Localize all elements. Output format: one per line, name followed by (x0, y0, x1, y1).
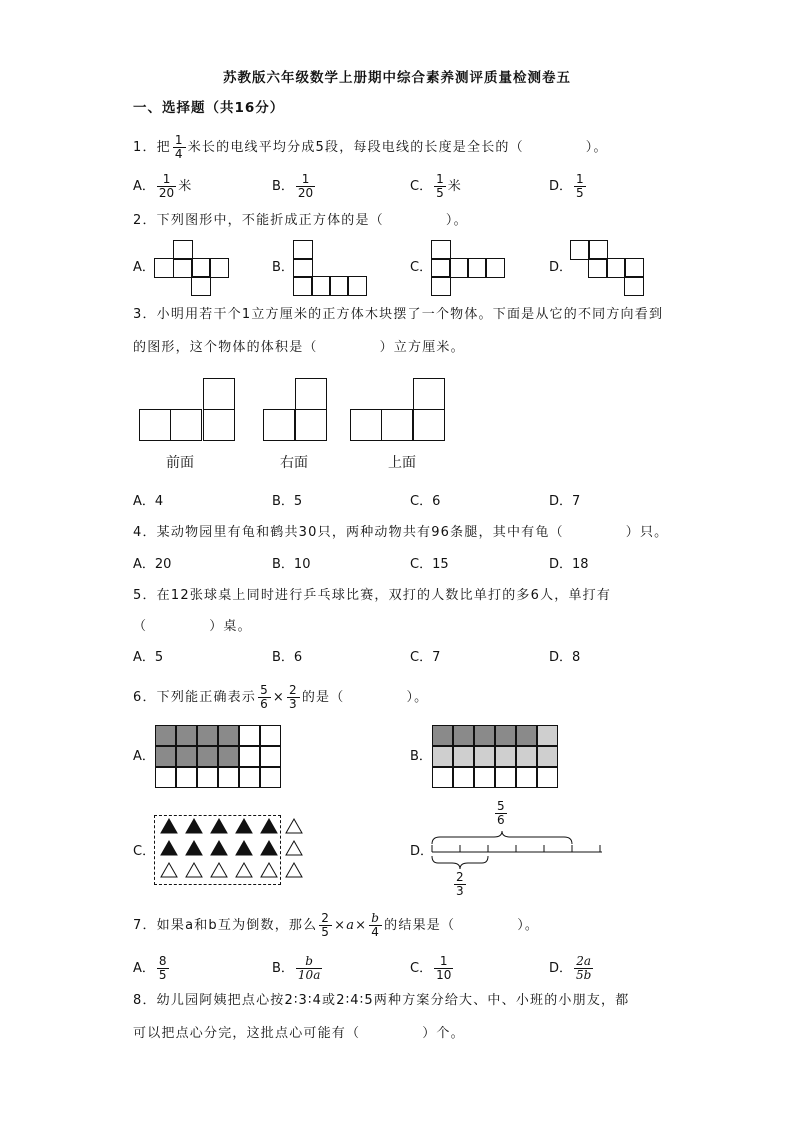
grid-a-cell (260, 725, 281, 746)
empty-triangle (286, 863, 302, 877)
filled-triangle (186, 819, 202, 833)
q4-option-d[interactable]: D．18 (549, 557, 589, 572)
page-title: 苏教版六年级数学上册期中综合素养测评质量检测卷五 (223, 70, 571, 86)
empty-triangle (211, 863, 227, 877)
grid-a-cell (197, 767, 218, 788)
grid-b-cell (516, 746, 537, 767)
grid-b-cell (432, 767, 453, 788)
grid-b-cell (516, 725, 537, 746)
grid-b-cell (453, 767, 474, 788)
grid-b-cell (474, 746, 495, 767)
grid-a-cell (239, 767, 260, 788)
grid-b-cell (495, 767, 516, 788)
grid-b-cell (453, 725, 474, 746)
filled-triangle (261, 819, 277, 833)
question-5-line1: 5．在12张球桌上同时进行乒乓球比赛，双打的人数比单打的多6人，单打有 (133, 588, 612, 603)
q2-label-d[interactable]: D． (549, 260, 573, 275)
empty-triangle (286, 841, 302, 855)
q4-option-b[interactable]: B．10 (272, 557, 311, 572)
q1-fraction: $\frac{1}{4}$ (174, 133, 184, 161)
q7-option-b[interactable]: B． $\frac{b}{10a}$ (272, 954, 321, 982)
q1-number: 1． (133, 140, 157, 155)
question-1 (133, 134, 608, 161)
grid-b-cell (432, 746, 453, 767)
q2-label-a[interactable]: A． (133, 260, 155, 275)
q1-text-b: 米长的电线平均分成5段，每段电线的长度是全长的（ (187, 140, 524, 155)
filled-triangle (161, 841, 177, 855)
grid-a-cell (197, 746, 218, 767)
grid-b-cell (537, 746, 558, 767)
q1-option-a[interactable]: A． $\frac{1}{20}$ 米 (133, 172, 192, 200)
q2-label-b[interactable]: B． (272, 260, 294, 275)
grid-a-cell (260, 767, 281, 788)
q1-option-d[interactable]: D． $\frac{1}{5}$ (549, 172, 584, 200)
grid-b-cell (537, 767, 558, 788)
empty-triangle (261, 863, 277, 877)
q5-option-b[interactable]: B．6 (272, 650, 303, 665)
empty-triangle (236, 863, 252, 877)
q1-option-c[interactable]: C． $\frac{1}{5}$ 米 (410, 172, 461, 200)
empty-triangle (161, 863, 177, 877)
grid-a-cell (155, 725, 176, 746)
grid-a-cell (197, 725, 218, 746)
grid-b-cell (537, 725, 558, 746)
q7-option-d[interactable]: D． $\frac{2a}{5b}$ (549, 954, 592, 982)
filled-triangle (236, 819, 252, 833)
grid-a-cell (239, 746, 260, 767)
question-2: 2．下列图形中，不能折成正方体的是（ ）。 (133, 213, 468, 228)
q3-option-a[interactable]: A．4 (133, 494, 164, 509)
grid-b-cell (474, 767, 495, 788)
grid-b-cell (432, 725, 453, 746)
grid-a-cell (155, 767, 176, 788)
grid-a-cell (176, 767, 197, 788)
q6-fraction-2: $\frac{2}{3}$ (289, 683, 298, 711)
grid-b-cell (453, 746, 474, 767)
q1-text-a: 把 (156, 140, 171, 155)
grid-a-cell (176, 746, 197, 767)
grid-b-cell (495, 725, 516, 746)
filled-triangle (236, 841, 252, 855)
grid-a-cell (155, 746, 176, 767)
q4-option-a[interactable]: A．20 (133, 557, 172, 572)
q6-label-b[interactable]: B． (410, 749, 432, 764)
filled-triangle (186, 841, 202, 855)
q7-option-a[interactable]: A． $\frac{8}{5}$ (133, 954, 167, 982)
q3-option-c[interactable]: C．6 (410, 494, 441, 509)
q6-brace-bottom-fraction: $\frac{2}{3}$ (456, 870, 464, 898)
q6-label-d[interactable]: D． (410, 844, 434, 859)
question-6: 6．下列能正确表示 $\frac{5}{6}$ × $\frac{2}{3}$ 的是（ ）。 (133, 683, 429, 711)
question-8-line1: 8．幼儿园阿姨把点心按2∶3∶4或2∶4∶5两种方案分给大、中、小班的小朋友，都 (133, 993, 630, 1008)
view-front-caption: 前面 (166, 455, 194, 471)
question-8-line2: 可以把点心分完，这批点心可能有（ ）个。 (133, 1026, 465, 1041)
grid-a-cell (218, 725, 239, 746)
section-heading: 一、选择题（共16分） (133, 100, 285, 116)
q6-triangles (155, 815, 315, 895)
q2-label-c[interactable]: C． (410, 260, 433, 275)
q3-option-d[interactable]: D．7 (549, 494, 581, 509)
filled-triangle (161, 819, 177, 833)
q6-label-c[interactable]: C． (133, 844, 156, 859)
grid-a-cell (218, 746, 239, 767)
grid-b-cell (516, 767, 537, 788)
filled-triangle (211, 819, 227, 833)
q6-brace-top-fraction: $\frac{5}{6}$ (497, 799, 505, 827)
q4-option-c[interactable]: C．15 (410, 557, 449, 572)
q1-option-b[interactable]: B． $\frac{1}{20}$ (272, 172, 314, 200)
question-4: 4．某动物园里有龟和鹤共30只，两种动物共有96条腿，其中有龟（ ）只。 (133, 525, 669, 540)
grid-a-cell (176, 725, 197, 746)
empty-triangle (286, 819, 302, 833)
filled-triangle (261, 841, 277, 855)
grid-a-cell (218, 767, 239, 788)
q3-option-b[interactable]: B．5 (272, 494, 303, 509)
empty-triangle (186, 863, 202, 877)
question-3-line2: 的图形，这个物体的体积是（ ）立方厘米。 (133, 340, 465, 355)
q5-option-c[interactable]: C．7 (410, 650, 441, 665)
q6-fraction-1: $\frac{5}{6}$ (260, 683, 269, 711)
filled-triangle (211, 841, 227, 855)
question-5-line2: （ ）桌。 (133, 619, 252, 634)
grid-a-cell (239, 725, 260, 746)
view-top-caption: 上面 (388, 455, 416, 471)
q5-option-a[interactable]: A．5 (133, 650, 164, 665)
question-7: 7．如果a和b互为倒数，那么 $\frac{2}{5}$ ×a× $\frac{b}{4}$ 的结果是（ ）。 (133, 911, 540, 939)
q7-fraction-2: $\frac{b}{4}$ (371, 911, 381, 939)
q5-option-d[interactable]: D．8 (549, 650, 581, 665)
q6-label-a[interactable]: A． (133, 749, 155, 764)
q7-fraction-1: $\frac{2}{5}$ (321, 911, 331, 939)
view-right-caption: 右面 (280, 455, 308, 471)
q7-option-c[interactable]: C． $\frac{1}{10}$ (410, 954, 452, 982)
grid-a-cell (260, 746, 281, 767)
grid-b-cell (495, 746, 516, 767)
grid-b-cell (474, 725, 495, 746)
question-3-line1: 3．小明用若干个1立方厘米的正方体木块摆了一个物体。下面是从它的不同方向看到 (133, 307, 664, 322)
q1-text-c: ）。 (585, 140, 608, 155)
